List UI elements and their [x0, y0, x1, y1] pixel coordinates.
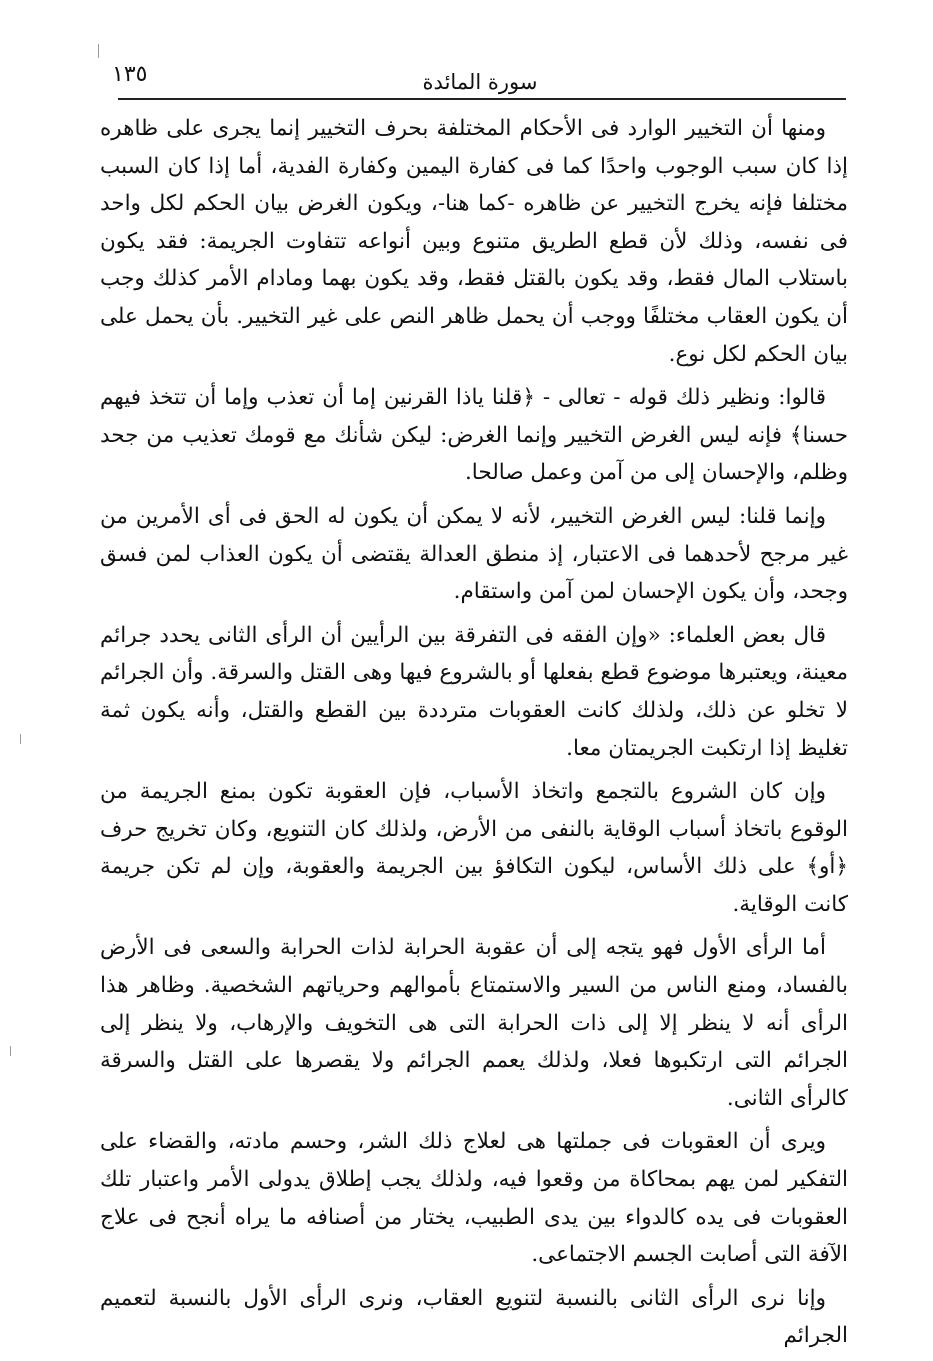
paragraph: أما الرأى الأول فهو يتجه إلى أن عقوبة الحرابة لذات الحرابة والسعى فى الأرض بالفساد، ومنع الناس من السير والاستمتاع بأموالهم وحرياتهم الشخصية. وظاهر هذا الرأى أنه لا ينظر إلا إلى ذات الحرابة التى هى التخويف والإرهاب، ولا ينظر إلى الجرائم التى ارتكبوها فعلا، ولذلك يعمم الجرائم ولا يقصرها على القتل والسرقة كالرأى الثانى. [100, 935, 848, 1111]
paragraph: ويرى أن العقوبات فى جملتها هى لعلاج ذلك الشر، وحسم مادته، والقضاء على التفكير لمن يهم بمحاكاة من وقعوا فيه، ولذلك يجب إطلاق يدولى الأمر واعتبار تلك العقوبات فى يده كالدواء بين يدى الطبيب، يختار من أصنافه ما يراه أنجح فى علاج الآفة التى أصابت الجسم الاجتماعى. [100, 1129, 848, 1268]
paragraph: ومنها أن التخيير الوارد فى الأحكام المختلفة بحرف التخيير إنما يجرى على ظاهره إذا كان سبب الوجوب واحدًا كما فى كفارة اليمين وكفارة الفدية، أما إذا كان السبب مختلفا فإنه يخرج التخيير عن ظاهره -كما هنا-، ويكون الغرض بيان الحكم لكل واحد فى نفسه، وذلك لأن قطع الطريق متنوع وبين أنواعه تتفاوت الجريمة: فقد يكون باستلاب المال فقط، وقد يكون بالقتل فقط، وقد يكون بهما ومادام الأمر كذلك وجب أن يكون العقاب مختلفًا ووجب أن يحمل ظاهر النص على غير التخيير. بأن يحمل على بيان الحكم لكل نوع. [100, 116, 848, 367]
scan-mark [98, 44, 99, 58]
paragraph: وإنما قلنا: ليس الغرض التخيير، لأنه لا يمكن أن يكون له الحق فى أى الأمرين من غير مرجح لأحدهما فى الاعتبار، إذ منطق العدالة يقتضى أن يكون العذاب لمن فسق وجحد، وأن يكون الإحسان لمن آمن واستقام. [100, 503, 848, 605]
header-rule [118, 98, 846, 100]
page-number: ١٣٥ [112, 62, 148, 87]
paragraph: قال بعض العلماء: «وإن الفقه فى التفرقة بين الرأيين أن الرأى الثانى يحدد جرائم معينة، ويعتبرها موضوع قطع بفعلها أو بالشروع فيها وهى القتل والسرقة. وأن الجرائم لا تخلو عن ذلك، ولذلك كانت العقوبات مترددة بين القطع والقتل، وأنه يكون ثمة تغليظ إذا ارتكبت الجريمتان معا. [100, 622, 848, 761]
page-body [100, 110, 848, 1361]
paragraph: وإن كان الشروع بالتجمع واتخاذ الأسباب، فإن العقوبة تكون بمنع الجريمة من الوقوع باتخاذ أسباب الوقاية بالنفى من الأرض، ولذلك كان التنويع، وكان تخريج حرف ﴿أو﴾ على ذلك الأساس، ليكون التكافؤ بين الجريمة والعقوبة، وإن لم تكن جريمة كانت الوقاية. [100, 779, 848, 917]
paragraph: قالوا: ونظير ذلك قوله - تعالى - ﴿قلنا ياذا القرنين إما أن تعذب وإما أن تتخذ فيهم حسنا﴾ فإنه ليس الغرض التخيير وإنما الغرض: ليكن شأنك مع قومك تعذيب من جحد وظلم، والإحسان إلى من آمن وعمل صالحا. [100, 385, 848, 486]
page-header [112, 58, 848, 98]
scan-mark [20, 734, 21, 744]
scan-mark [10, 1046, 11, 1056]
paragraph: وإنا نرى الرأى الثانى بالنسبة لتنويع العقاب، ونرى الرأى الأول بالنسبة لتعميم الجرائم [100, 1285, 848, 1349]
running-title: سورة المائدة [422, 70, 538, 94]
